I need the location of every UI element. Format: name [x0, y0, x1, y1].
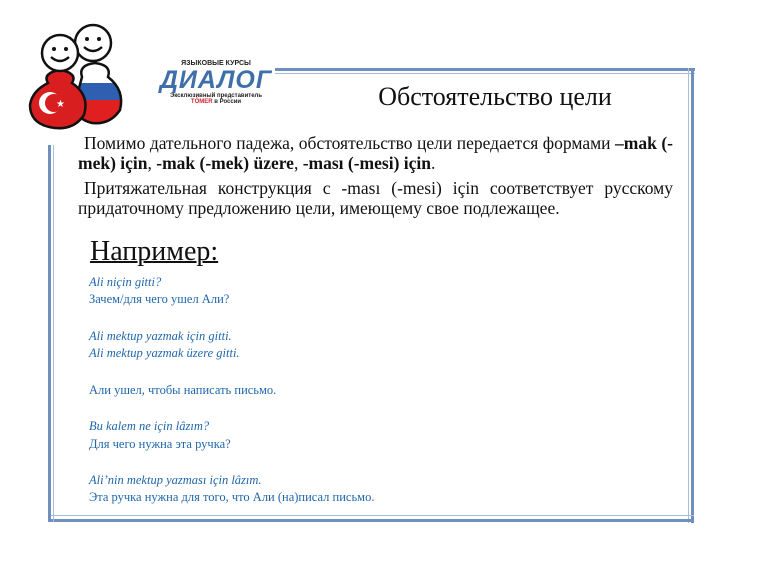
example-line: Для чего нужна эта ручка?: [89, 437, 231, 451]
form-3: -ması (-mesi) için: [302, 153, 432, 173]
example-line: Ali’nin mektup yazması için lâzım.: [89, 473, 262, 487]
separator: ,: [147, 153, 157, 173]
logo-brand: ДИАЛОГ: [159, 66, 273, 94]
logo-tagline: Эксклюзивный представитель: [169, 93, 263, 99]
example-line: Зачем/для чего ушел Али?: [89, 292, 230, 306]
period: .: [431, 153, 436, 173]
example-line: Ali mektup yazmak için gitti.: [89, 329, 232, 343]
logo: [20, 15, 273, 130]
example-line: Али ушел, чтобы написать письмо.: [89, 383, 277, 397]
paragraph-1: [78, 133, 673, 173]
examples-heading: Например:: [90, 236, 219, 267]
logo-tomer-name: TÖMER: [190, 99, 213, 105]
frame-border-bottom: [48, 515, 694, 522]
frame-border-right: [688, 68, 694, 523]
frame-border-top: [275, 68, 695, 74]
paragraph-2: [78, 178, 673, 218]
form-2: -mak (-mek) üzere: [156, 153, 294, 173]
separator: ,: [293, 153, 303, 173]
logo-tomer: [158, 99, 274, 105]
paragraph-2-text: Притяжательная конструкция с -ması (-mesi) için соответствует русскому придаточному предложению цели, имеющему свое подлежащее.: [78, 178, 673, 218]
logo-subtitle: ЯЗЫКОВЫЕ КУРСЫ: [181, 60, 251, 67]
slide-title: Обстоятельство цели: [378, 82, 612, 111]
example-line: Ali mektup yazmak üzere gitti.: [89, 346, 240, 360]
example-line: Ali niçin gitti?: [89, 275, 162, 289]
paragraph-1-text: Помимо дательного падежа, обстоятельство цели передается формами: [84, 133, 616, 153]
svg-text:★: ★: [56, 99, 65, 110]
example-line: Bu kalem ne için lâzım?: [89, 419, 210, 433]
logo-text: [158, 60, 274, 105]
logo-tomer-rest: в России: [212, 99, 242, 105]
example-line: Эта ручка нужна для того, что Али (на)писал письмо.: [89, 490, 375, 504]
form-1: –mak (-mek) için: [78, 133, 673, 173]
frame-border-left: [48, 145, 54, 522]
smiley-flags-icon: [20, 15, 160, 130]
